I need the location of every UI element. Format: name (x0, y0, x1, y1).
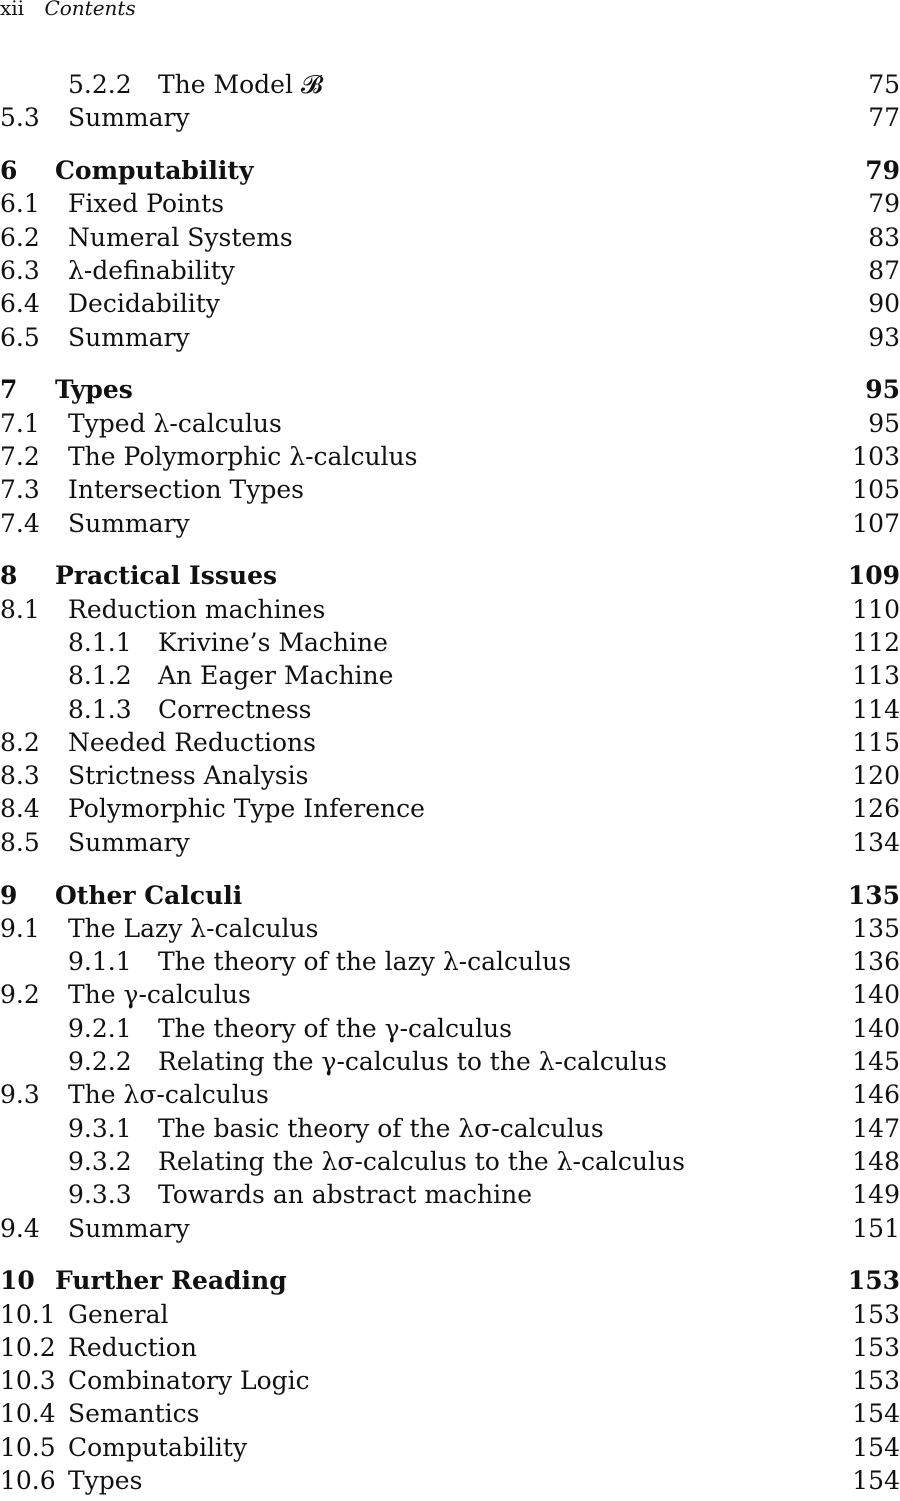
entry-number: 6.3 (0, 255, 40, 285)
toc-entry-chapter (0, 559, 900, 592)
toc-entry-subsection (0, 1045, 900, 1078)
entry-title: Summary (68, 508, 190, 538)
table-of-contents (0, 68, 900, 1497)
toc-entry-section (0, 978, 900, 1011)
entry-page-number: 87 (868, 255, 900, 285)
entry-title: The theory of the lazy λ-calculus (158, 947, 572, 977)
toc-entry-section (0, 912, 900, 945)
running-head (0, 0, 136, 20)
entry-page-number: 113 (852, 661, 900, 691)
entry-number: 10.2 (0, 1332, 56, 1362)
entry-number: 9.4 (0, 1213, 40, 1243)
toc-entry-chapter (0, 373, 900, 406)
toc-entry-section (0, 507, 900, 540)
entry-number: 10.6 (0, 1466, 56, 1496)
entry-page-number: 135 (847, 880, 900, 910)
entry-number: 8.2 (0, 727, 40, 757)
entry-number: 9 (0, 880, 18, 910)
toc-entry-subsection (0, 1112, 900, 1145)
entry-title: Summary (68, 1213, 190, 1243)
entry-number: 7.4 (0, 508, 40, 538)
entry-page-number: 77 (868, 103, 900, 133)
entry-number: 8.5 (0, 827, 40, 857)
entry-page-number: 114 (852, 694, 900, 724)
entry-number: 7.2 (0, 441, 40, 471)
toc-entry-section (0, 1464, 900, 1497)
toc-entry-section (0, 726, 900, 759)
entry-title: Practical Issues (55, 561, 278, 591)
toc-entry-chapter (0, 154, 900, 187)
toc-entry-section (0, 407, 900, 440)
entry-page-number: 151 (852, 1213, 900, 1243)
entry-page-number: 110 (852, 594, 900, 624)
entry-page-number: 154 (852, 1466, 900, 1496)
entry-title: λ-definability (68, 255, 235, 285)
toc-entry-subsection (0, 693, 900, 726)
toc-entry-section (0, 287, 900, 320)
entry-page-number: 126 (852, 794, 900, 824)
entry-page-number: 154 (852, 1432, 900, 1462)
entry-number: 9.2 (0, 980, 40, 1010)
entry-title: Other Calculi (55, 880, 243, 910)
entry-title: Summary (68, 103, 190, 133)
entry-title: The λσ-calculus (68, 1080, 269, 1110)
entry-page-number: 95 (868, 408, 900, 438)
entry-page-number: 153 (847, 1266, 900, 1296)
entry-number: 10.1 (0, 1299, 56, 1329)
entry-title: Needed Reductions (68, 727, 316, 757)
entry-title: Strictness Analysis (68, 761, 309, 791)
entry-page-number: 140 (852, 980, 900, 1010)
page-folio: xii (0, 0, 25, 20)
entry-number: 9.1 (0, 913, 40, 943)
entry-page-number: 83 (868, 222, 900, 252)
entry-title: Types (68, 1466, 143, 1496)
entry-title: The γ-calculus (68, 980, 251, 1010)
toc-entry-section (0, 759, 900, 792)
entry-title: Further Reading (55, 1266, 287, 1296)
entry-number: 9.2.1 (68, 1013, 132, 1043)
toc-entry-chapter (0, 1264, 900, 1297)
entry-title: Semantics (68, 1399, 200, 1429)
toc-entry-section (0, 473, 900, 506)
entry-title: The theory of the γ-calculus (158, 1013, 512, 1043)
entry-title: Numeral Systems (68, 222, 293, 252)
entry-title: Polymorphic Type Inference (68, 794, 425, 824)
entry-page-number: 134 (852, 827, 900, 857)
toc-entry-subsection (0, 1178, 900, 1211)
entry-title: Relating the λσ-calculus to the λ-calculus (158, 1146, 685, 1176)
entry-page-number: 135 (852, 913, 900, 943)
entry-title: The Lazy λ-calculus (68, 913, 319, 943)
entry-number: 6.1 (0, 189, 40, 219)
toc-entry-section (0, 792, 900, 825)
entry-page-number: 146 (852, 1080, 900, 1110)
entry-page-number: 103 (852, 441, 900, 471)
toc-entry-section (0, 254, 900, 287)
entry-number: 6.4 (0, 289, 40, 319)
toc-entry-section (0, 1212, 900, 1245)
entry-page-number: 140 (852, 1013, 900, 1043)
entry-title: Computability (68, 1432, 248, 1462)
entry-number: 10 (0, 1266, 35, 1296)
entry-page-number: 145 (852, 1047, 900, 1077)
entry-number: 6.5 (0, 322, 40, 352)
entry-title: An Eager Machine (158, 661, 394, 691)
entry-number: 10.5 (0, 1432, 56, 1462)
entry-number: 5.3 (0, 103, 40, 133)
entry-page-number: 105 (852, 475, 900, 505)
entry-title: Summary (68, 322, 190, 352)
entry-title: Summary (68, 827, 190, 857)
entry-page-number: 75 (868, 70, 900, 99)
entry-title: Decidability (68, 289, 220, 319)
entry-number: 8.3 (0, 761, 40, 791)
entry-number: 7.3 (0, 475, 40, 505)
toc-entry-section (0, 593, 900, 626)
entry-page-number: 136 (852, 947, 900, 977)
entry-number: 9.3.3 (68, 1180, 132, 1210)
entry-title: Combinatory Logic (68, 1366, 310, 1396)
toc-entry-subsection (0, 1012, 900, 1045)
toc-entry-section (0, 221, 900, 254)
entry-page-number: 153 (852, 1366, 900, 1396)
entry-number: 9.2.2 (68, 1047, 132, 1077)
toc-entry-subsection (0, 68, 900, 101)
entry-number: 8.1 (0, 594, 40, 624)
toc-entry-subsection (0, 1145, 900, 1178)
entry-page-number: 149 (852, 1180, 900, 1210)
toc-entry-section (0, 1397, 900, 1430)
toc-entry-section (0, 1331, 900, 1364)
entry-page-number: 120 (852, 761, 900, 791)
entry-page-number: 90 (868, 289, 900, 319)
entry-number: 8.4 (0, 794, 40, 824)
entry-page-number: 79 (868, 189, 900, 219)
toc-entry-subsection (0, 659, 900, 692)
entry-number: 8 (0, 561, 18, 591)
entry-page-number: 107 (852, 508, 900, 538)
entry-number: 6 (0, 156, 18, 186)
toc-entry-section (0, 1364, 900, 1397)
entry-page-number: 112 (852, 627, 900, 657)
toc-entry-chapter (0, 879, 900, 912)
entry-title: The Model 𝓑 (158, 70, 323, 99)
entry-number: 7.1 (0, 408, 40, 438)
entry-number: 9.3.1 (68, 1113, 132, 1143)
entry-number: 8.1.1 (68, 627, 132, 657)
entry-page-number: 153 (852, 1299, 900, 1329)
entry-number: 9.3.2 (68, 1146, 132, 1176)
toc-entry-section (0, 440, 900, 473)
entry-title: Types (55, 375, 133, 405)
entry-page-number: 95 (865, 375, 900, 405)
entry-title: Towards an abstract machine (158, 1180, 533, 1210)
entry-title: Computability (55, 156, 254, 186)
entry-title: Reduction (68, 1332, 197, 1362)
entry-number: 10.3 (0, 1366, 56, 1396)
entry-number: 5.2.2 (68, 70, 132, 99)
toc-entry-subsection (0, 945, 900, 978)
entry-page-number: 147 (852, 1113, 900, 1143)
toc-entry-section (0, 101, 900, 134)
toc-entry-section (0, 826, 900, 859)
toc-entry-section (0, 321, 900, 354)
entry-page-number: 115 (852, 727, 900, 757)
entry-page-number: 79 (865, 156, 900, 186)
entry-number: 7 (0, 375, 18, 405)
entry-title: Krivine’s Machine (158, 627, 388, 657)
entry-title: Typed λ-calculus (68, 408, 282, 438)
toc-entry-subsection (0, 626, 900, 659)
entry-page-number: 148 (852, 1146, 900, 1176)
toc-entry-section (0, 1078, 900, 1111)
entry-title: Fixed Points (68, 189, 225, 219)
entry-number: 10.4 (0, 1399, 56, 1429)
entry-number: 6.2 (0, 222, 40, 252)
entry-title: Relating the γ-calculus to the λ-calculus (158, 1047, 667, 1077)
toc-entry-section (0, 1431, 900, 1464)
entry-page-number: 93 (868, 322, 900, 352)
entry-title: The basic theory of the λσ-calculus (158, 1113, 604, 1143)
entry-page-number: 109 (847, 561, 900, 591)
entry-title: Intersection Types (68, 475, 304, 505)
toc-entry-section (0, 187, 900, 220)
running-head-title: Contents (44, 0, 136, 20)
entry-page-number: 153 (852, 1332, 900, 1362)
entry-number: 9.1.1 (68, 947, 132, 977)
entry-number: 8.1.2 (68, 661, 132, 691)
toc-entry-section (0, 1298, 900, 1331)
entry-title: The Polymorphic λ-calculus (68, 441, 418, 471)
entry-title: Reduction machines (68, 594, 326, 624)
entry-title: General (68, 1299, 169, 1329)
entry-number: 9.3 (0, 1080, 40, 1110)
entry-title: Correctness (158, 694, 312, 724)
entry-number: 8.1.3 (68, 694, 132, 724)
entry-page-number: 154 (852, 1399, 900, 1429)
